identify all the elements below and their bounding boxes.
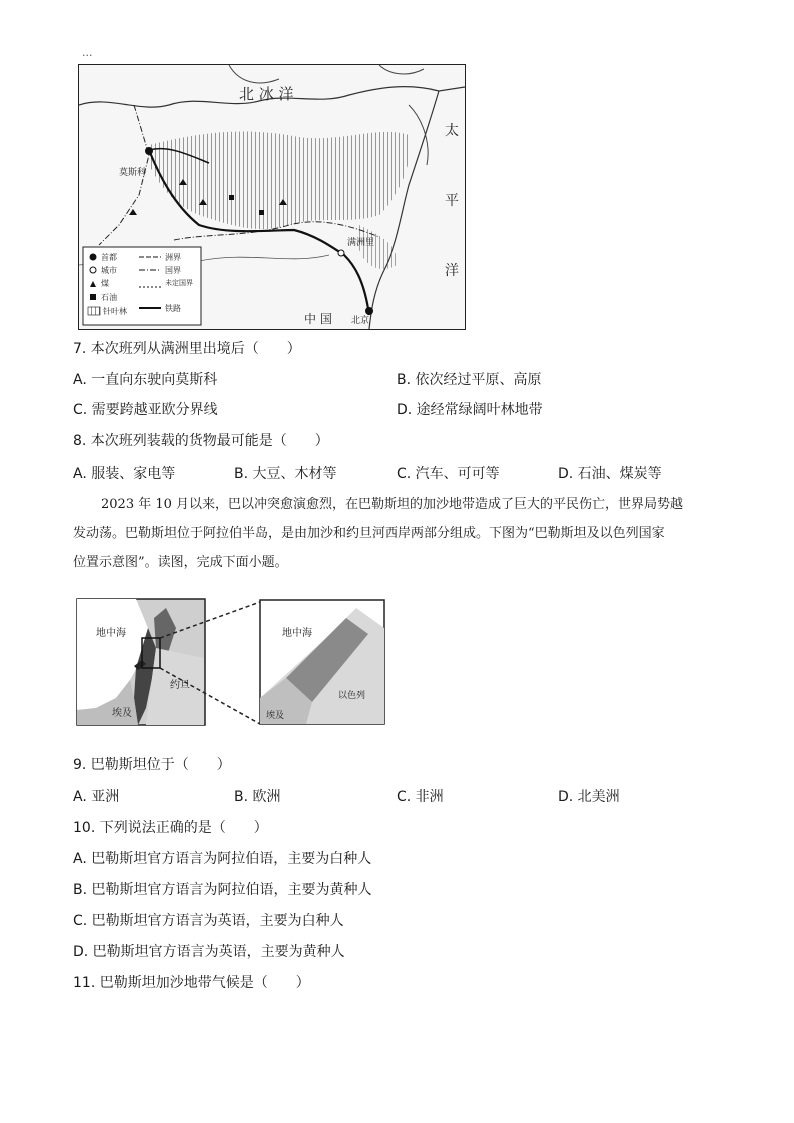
svg-text:石油: 石油 <box>101 293 117 302</box>
svg-text:未定国界: 未定国界 <box>165 279 193 287</box>
q9-option-b[interactable]: B. 欧洲 <box>234 789 281 805</box>
svg-text:首都: 首都 <box>101 253 117 262</box>
q8-option-b[interactable]: B. 大豆、木材等 <box>234 466 337 482</box>
right-egypt-label: 埃及 <box>266 711 285 721</box>
q7-option-c[interactable]: C. 需要跨越亚欧分界线 <box>73 402 218 418</box>
q9-option-d[interactable]: D. 北美洲 <box>558 789 620 805</box>
palestine-location-map <box>76 598 386 728</box>
header-fragment: ... <box>82 46 93 59</box>
eurasia-railway-map <box>78 64 466 330</box>
pacific-label-3: 洋 <box>445 263 459 279</box>
question-11-stem: 11. 巴勒斯坦加沙地带气候是（ ） <box>73 975 310 991</box>
passage-line-3: 位置示意图”。读图，完成下面小题。 <box>73 555 288 570</box>
manzhouli-marker <box>338 250 344 256</box>
q10-option-d[interactable]: D. 巴勒斯坦官方语言为英语，主要为黄种人 <box>73 944 345 960</box>
q8-option-d[interactable]: D. 石油、煤炭等 <box>558 466 662 482</box>
left-jordan-label: 约旦 <box>170 680 190 691</box>
q8-option-c[interactable]: C. 汽车、可可等 <box>397 466 500 482</box>
svg-text:洲界: 洲界 <box>165 253 181 262</box>
svg-text:城市: 城市 <box>101 266 117 275</box>
arctic-ocean-label: 北 冰 洋 <box>239 85 294 103</box>
q7-option-a[interactable]: A. 一直向东驶向莫斯科 <box>73 372 218 388</box>
china-label: 中 国 <box>304 312 332 326</box>
left-egypt-label: 埃及 <box>112 708 132 719</box>
q8-option-a[interactable]: A. 服装、家电等 <box>73 466 176 482</box>
moscow-label: 莫斯科 <box>119 168 147 178</box>
q9-option-a[interactable]: A. 亚洲 <box>73 789 120 805</box>
q10-option-a[interactable]: A. 巴勒斯坦官方语言为阿拉伯语，主要为白种人 <box>73 851 372 867</box>
svg-text:铁路: 铁路 <box>165 304 181 313</box>
beijing-label: 北京 <box>351 316 370 326</box>
question-8-stem: 8. 本次班列装载的货物最可能是（ ） <box>73 433 329 449</box>
q7-option-d[interactable]: D. 途经常绿阔叶林地带 <box>397 402 543 418</box>
q10-option-b[interactable]: B. 巴勒斯坦官方语言为阿拉伯语，主要为黄种人 <box>73 882 372 898</box>
svg-text:煤: 煤 <box>101 279 109 288</box>
moscow-marker <box>145 147 153 155</box>
pacific-label-1: 太 <box>445 123 459 139</box>
q10-option-c[interactable]: C. 巴勒斯坦官方语言为英语，主要为白种人 <box>73 913 344 929</box>
q7-option-b[interactable]: B. 依次经过平原、高原 <box>397 372 542 388</box>
svg-text:国界: 国界 <box>165 266 181 275</box>
left-mediterranean-label: 地中海 <box>96 628 126 639</box>
passage-line-1: 2023 年 10 月以来，巴以冲突愈演愈烈，在巴勒斯坦的加沙地带造成了巨大的平民伤亡，世界局势越 <box>101 497 684 512</box>
svg-text:针叶林: 针叶林 <box>103 307 127 316</box>
beijing-marker <box>365 307 373 315</box>
question-7-stem: 7. 本次班列从满洲里出境后（ ） <box>73 341 301 357</box>
question-10-stem: 10. 下列说法正确的是（ ） <box>73 820 268 836</box>
pacific-label-2: 平 <box>445 193 459 209</box>
question-9-stem: 9. 巴勒斯坦位于（ ） <box>73 757 231 773</box>
eurasia-map-svg <box>79 65 465 329</box>
manzhouli-label: 满洲里 <box>347 238 375 248</box>
q9-option-c[interactable]: C. 非洲 <box>397 789 444 805</box>
right-mediterranean-label: 地中海 <box>282 628 312 639</box>
right-israel-label: 以色列 <box>338 691 366 701</box>
passage-line-2: 发动荡。巴勒斯坦位于阿拉伯半岛，是由加沙和约旦河西岸两部分组成。下图为“巴勒斯坦及以色列国家 <box>73 526 665 541</box>
